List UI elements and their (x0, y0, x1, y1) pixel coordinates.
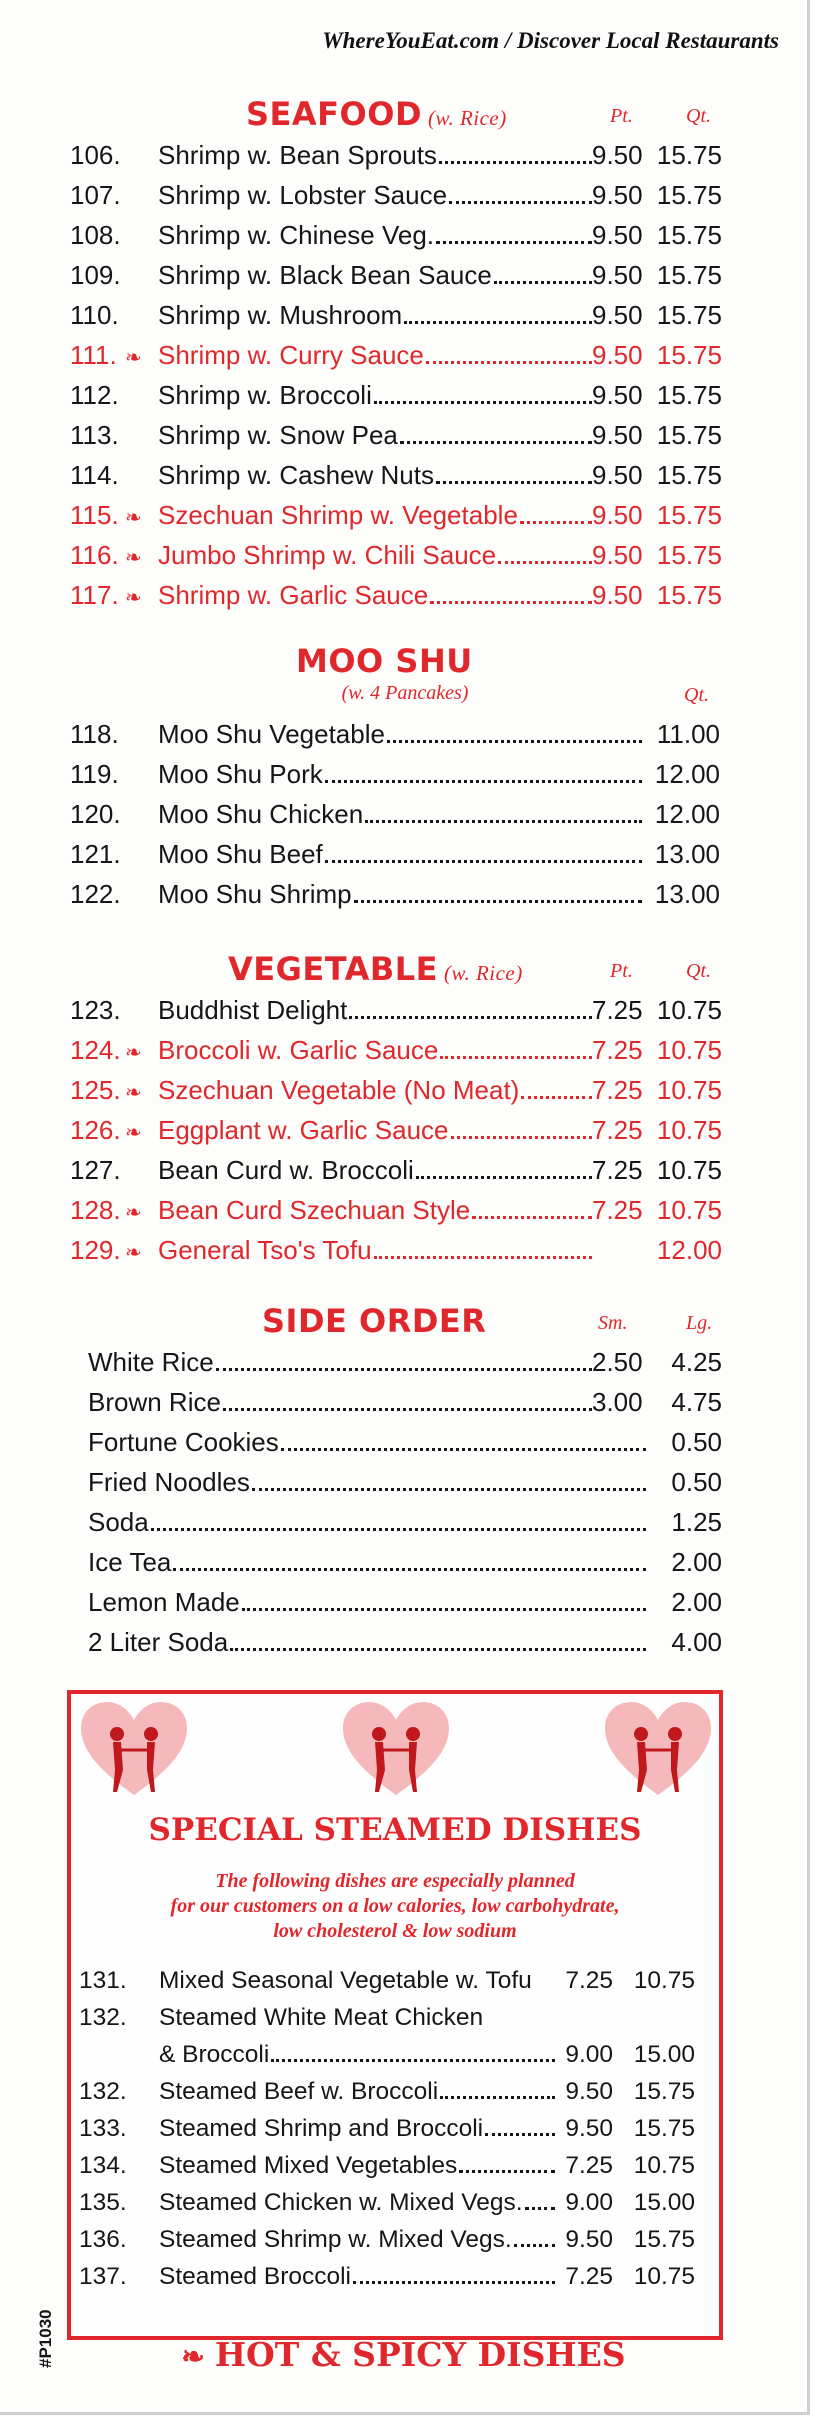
menu-item-row (71, 2184, 719, 2221)
item-number: 120. (70, 798, 121, 829)
price-small: 7.25 (592, 1114, 643, 1145)
heart-couple-icon (603, 1700, 713, 1800)
price-small: 9.50 (592, 379, 643, 410)
price-small: 3.00 (592, 1386, 643, 1417)
price-small: 12.00 (654, 798, 720, 829)
price-large: 15.75 (656, 579, 722, 610)
price-large: 4.75 (671, 1386, 722, 1417)
item-name: Steamed Shrimp and Broccoli (159, 2114, 484, 2142)
dot-leader (404, 321, 592, 324)
dot-leader (521, 1096, 592, 1099)
item-name: Steamed Chicken w. Mixed Vegs. (159, 2188, 523, 2216)
item-number: 124. ❧ (70, 1034, 142, 1065)
menu-item-row (0, 1070, 810, 1110)
item-name: Steamed White Meat Chicken (159, 2003, 484, 2031)
price-small: 11.00 (656, 718, 720, 749)
menu-item-row (0, 215, 810, 255)
side-order-header (0, 1302, 810, 1342)
dot-leader (242, 1608, 646, 1611)
mooshu-subheader (0, 682, 810, 714)
menu-item-row (0, 1110, 810, 1150)
price-small: 9.50 (565, 2077, 613, 2105)
item-name: Moo Shu Chicken (158, 798, 364, 829)
dot-leader (365, 820, 642, 823)
menu-item-row (0, 575, 810, 615)
dot-leader (354, 900, 642, 903)
item-number: 126. ❧ (70, 1114, 142, 1145)
dot-leader (459, 2170, 555, 2173)
dot-leader (349, 1016, 592, 1019)
special-description (71, 1869, 719, 1944)
chili-pepper-icon: ❧ (125, 1241, 142, 1264)
price-small: 7.25 (565, 2262, 613, 2290)
dot-leader (525, 2207, 555, 2210)
price-small: 9.50 (592, 579, 643, 610)
item-number: 127. (70, 1154, 121, 1185)
side-order-section (0, 1302, 810, 1662)
heart-couple-icon (79, 1700, 189, 1800)
price-large: 10.75 (633, 1966, 695, 1994)
menu-item-row (0, 1190, 810, 1230)
price-small: 9.50 (592, 219, 643, 250)
item-name: Mixed Seasonal Vegetable w. Tofu (159, 1966, 532, 1994)
price-small: 2.50 (592, 1346, 643, 1377)
hot-spicy-title (0, 2335, 807, 2374)
item-name: Bean Curd w. Broccoli (158, 1154, 414, 1185)
menu-item-row (0, 135, 810, 175)
item-number: 108. (70, 219, 121, 250)
menu-item-row (0, 834, 810, 874)
price-small: 9.50 (592, 179, 643, 210)
item-number: 132. (79, 2003, 127, 2031)
item-number: 131. (79, 1966, 127, 1994)
item-name: Eggplant w. Garlic Sauce (158, 1114, 449, 1145)
chili-pepper-icon: ❧ (181, 2340, 205, 2373)
dot-leader (252, 1488, 646, 1491)
price-small: 12.00 (654, 758, 720, 789)
item-name: Steamed Beef w. Broccoli (159, 2077, 439, 2105)
menu-item-row (71, 2221, 719, 2258)
price-large: 15.75 (656, 419, 722, 450)
price-small: 9.00 (565, 2188, 613, 2216)
special-desc-line: for our customers on a low calories, low carbohydrate, (170, 1895, 620, 1917)
item-number: 107. (70, 179, 121, 210)
item-name: Brown Rice (88, 1386, 221, 1417)
item-number: 113. (70, 419, 119, 450)
price-large: 4.25 (671, 1346, 722, 1377)
mooshu-section (0, 642, 810, 914)
price-large: 10.75 (656, 994, 722, 1025)
menu-item-row (0, 754, 810, 794)
dot-leader (451, 1136, 593, 1139)
site-title: WhereYouEat.com / Discover Local Restaurants (322, 28, 779, 53)
mooshu-col-qt: Qt. (684, 684, 709, 706)
price-small: 9.50 (565, 2114, 613, 2142)
item-number: 110. (70, 299, 119, 330)
price-large: 2.00 (671, 1546, 722, 1577)
price-large: 2.00 (671, 1586, 722, 1617)
menu-item-row (0, 874, 810, 914)
menu-item-row (0, 1462, 810, 1502)
vegetable-col-pt: Pt. (610, 960, 633, 982)
item-name: 2 Liter Soda (88, 1626, 229, 1657)
chili-pepper-icon: ❧ (125, 1201, 142, 1224)
item-name: Lemon Made (88, 1586, 240, 1617)
item-name: Shrimp w. Snow Pea (158, 419, 398, 450)
item-name: Moo Shu Shrimp (158, 878, 352, 909)
price-large: 10.75 (656, 1114, 722, 1145)
price-small: 9.50 (565, 2225, 613, 2253)
dot-leader (173, 1568, 646, 1571)
side-order-title: SIDE ORDER (262, 1302, 487, 1340)
item-name: Soda (88, 1506, 149, 1537)
menu-item-row (0, 1342, 810, 1382)
mooshu-title: MOO SHU (296, 642, 473, 680)
price-large: 15.75 (656, 299, 722, 330)
price-large: 15.75 (656, 339, 722, 370)
price-large: 15.75 (656, 219, 722, 250)
menu-item-row (0, 1150, 810, 1190)
menu-item-row (71, 2036, 719, 2073)
chili-pepper-icon: ❧ (125, 586, 142, 609)
item-number: 106. (70, 139, 121, 170)
chili-pepper-icon: ❧ (125, 1041, 142, 1064)
dot-leader (520, 521, 592, 524)
vegetable-section (0, 950, 810, 1270)
menu-item-row (71, 2073, 719, 2110)
menu-item-row (0, 1582, 810, 1622)
item-name: Shrimp w. Black Bean Sauce (158, 259, 492, 290)
dot-leader (426, 361, 592, 364)
dot-leader (436, 241, 592, 244)
price-large: 15.75 (656, 179, 722, 210)
menu-item-row (0, 1030, 810, 1070)
price-large: 10.75 (656, 1154, 722, 1185)
item-name: Shrimp w. Curry Sauce (158, 339, 424, 370)
price-large: 12.00 (656, 1234, 722, 1265)
item-number: 128. ❧ (70, 1194, 142, 1225)
menu-item-row (0, 1542, 810, 1582)
item-name: Shrimp w. Mushroom (158, 299, 403, 330)
menu-item-row (71, 1999, 719, 2036)
dot-leader (223, 1408, 592, 1411)
item-name: Bean Curd Szechuan Style (158, 1194, 471, 1225)
item-name: Shrimp w. Broccoli (158, 379, 372, 410)
menu-item-row (0, 714, 810, 754)
item-number: 121. (70, 838, 121, 869)
menu-item-row (71, 1962, 719, 1999)
price-small: 9.50 (592, 339, 643, 370)
item-number: 117. ❧ (70, 579, 142, 610)
price-small: 9.50 (592, 139, 643, 170)
dot-leader (374, 401, 592, 404)
price-large: 15.75 (656, 259, 722, 290)
chili-pepper-icon: ❧ (125, 506, 142, 529)
dot-leader (151, 1528, 646, 1531)
price-large: 15.75 (633, 2077, 695, 2105)
item-number: 112. (70, 379, 119, 410)
item-number: 115. ❧ (70, 499, 142, 530)
special-desc-line: The following dishes are especially planned (215, 1870, 575, 1892)
dot-leader (514, 2244, 555, 2247)
menu-item-row (0, 415, 810, 455)
menu-item-row (0, 1230, 810, 1270)
item-number: 118. (70, 718, 119, 749)
price-small: 7.25 (592, 1074, 643, 1105)
seafood-title (246, 95, 507, 133)
menu-item-row (0, 1502, 810, 1542)
menu-item-row (0, 1422, 810, 1462)
vegetable-title-text: VEGETABLE (228, 950, 438, 988)
dot-leader (494, 281, 592, 284)
chili-pepper-icon: ❧ (125, 346, 142, 369)
dot-leader (498, 561, 592, 564)
item-name: Buddhist Delight (158, 994, 348, 1025)
item-number: 114. (70, 459, 119, 490)
dot-leader (271, 2059, 555, 2062)
vegetable-list (0, 990, 810, 1270)
dot-leader (281, 1448, 646, 1451)
item-name: Szechuan Shrimp w. Vegetable (158, 499, 518, 530)
heart-couple-icon (341, 1700, 451, 1800)
dot-leader (374, 1256, 592, 1259)
price-large: 4.00 (671, 1626, 722, 1657)
dot-leader (416, 1176, 592, 1179)
special-list (71, 1962, 719, 2295)
special-title: SPECIAL STEAMED DISHES (148, 1812, 642, 1848)
price-small: 13.00 (654, 838, 720, 869)
dot-leader (325, 860, 642, 863)
price-large: 15.75 (656, 499, 722, 530)
price-large: 15.75 (656, 539, 722, 570)
price-small: 9.50 (592, 419, 643, 450)
price-small: 9.50 (592, 459, 643, 490)
price-small: 7.25 (592, 1154, 643, 1185)
item-number: 133. (79, 2114, 127, 2142)
price-large: 15.75 (633, 2114, 695, 2142)
dot-leader (472, 1216, 592, 1219)
price-small: 7.25 (592, 1194, 643, 1225)
menu-item-row (0, 335, 810, 375)
side-order-list (0, 1342, 810, 1662)
print-code: #P1030 (36, 2309, 55, 2368)
item-name: Shrimp w. Cashew Nuts (158, 459, 434, 490)
price-small: 9.50 (592, 499, 643, 530)
item-name: Jumbo Shrimp w. Chili Sauce (158, 539, 497, 570)
price-large: 1.25 (671, 1506, 722, 1537)
menu-item-row (0, 295, 810, 335)
item-name: Shrimp w. Chinese Veg. (158, 219, 435, 250)
menu-item-row (0, 175, 810, 215)
vegetable-col-qt: Qt. (686, 960, 711, 982)
menu-item-row (0, 1382, 810, 1422)
price-small: 7.25 (592, 994, 643, 1025)
price-large: 15.75 (656, 459, 722, 490)
special-steamed-box (67, 1690, 723, 2340)
dot-leader (436, 481, 592, 484)
item-number: 137. (79, 2262, 127, 2290)
item-name: Shrimp w. Garlic Sauce (158, 579, 429, 610)
item-number: 122. (70, 878, 121, 909)
item-number: 125. ❧ (70, 1074, 142, 1105)
seafood-col-qt: Qt. (686, 105, 711, 127)
price-large: 10.75 (656, 1034, 722, 1065)
price-small: 9.00 (565, 2040, 613, 2068)
item-name: General Tso's Tofu (158, 1234, 372, 1265)
dot-leader (353, 2281, 555, 2284)
item-name: Ice Tea (88, 1546, 172, 1577)
item-name: Moo Shu Pork (158, 758, 323, 789)
chili-pepper-icon: ❧ (125, 1081, 142, 1104)
item-name: Szechuan Vegetable (No Meat) (158, 1074, 520, 1105)
price-large: 15.75 (656, 379, 722, 410)
dot-leader (216, 1368, 592, 1371)
item-number: 132. (79, 2077, 127, 2105)
price-large: 15.75 (656, 139, 722, 170)
menu-item-row (0, 794, 810, 834)
item-name: Steamed Shrimp w. Mixed Vegs. (159, 2225, 512, 2253)
mooshu-note: (w. 4 Pancakes) (341, 682, 469, 704)
item-number: 116. ❧ (70, 539, 142, 570)
dot-leader (440, 1056, 592, 1059)
item-number: 129. ❧ (70, 1234, 142, 1265)
item-name: White Rice (88, 1346, 214, 1377)
menu-item-row (0, 255, 810, 295)
menu-item-row (0, 1622, 810, 1662)
dot-leader (430, 601, 592, 604)
dot-leader (230, 1648, 646, 1651)
price-large: 15.00 (633, 2040, 695, 2068)
price-large: 15.00 (633, 2188, 695, 2216)
item-name: Broccoli w. Garlic Sauce (158, 1034, 439, 1065)
item-name: Fried Noodles (88, 1466, 250, 1497)
vegetable-note: (w. Rice) (444, 961, 523, 985)
price-large: 0.50 (671, 1466, 722, 1497)
chili-pepper-icon: ❧ (125, 1121, 142, 1144)
item-name: Shrimp w. Lobster Sauce (158, 179, 448, 210)
item-number: 119. (70, 758, 119, 789)
dot-leader (440, 2096, 555, 2099)
dot-leader (325, 780, 642, 783)
chili-pepper-icon: ❧ (125, 546, 142, 569)
price-large: 15.75 (633, 2225, 695, 2253)
price-large: 10.75 (633, 2151, 695, 2179)
mooshu-list (0, 714, 810, 914)
price-small: 7.25 (565, 2151, 613, 2179)
item-number: 134. (79, 2151, 127, 2179)
menu-item-row (0, 495, 810, 535)
price-large: 10.75 (633, 2262, 695, 2290)
price-small: 9.50 (592, 539, 643, 570)
dot-leader (449, 201, 592, 204)
price-large: 10.75 (656, 1074, 722, 1105)
dot-leader (485, 2133, 555, 2136)
item-number: 109. (70, 259, 121, 290)
menu-item-row (0, 990, 810, 1030)
menu-item-row (0, 535, 810, 575)
mooshu-header (0, 642, 810, 682)
price-small: 7.25 (592, 1034, 643, 1065)
dot-leader (387, 740, 642, 743)
item-name: Shrimp w. Bean Sprouts (158, 139, 437, 170)
menu-item-row (71, 2147, 719, 2184)
price-small: 7.25 (565, 1966, 613, 1994)
item-name: Fortune Cookies (88, 1426, 279, 1457)
seafood-note: (w. Rice) (428, 106, 507, 130)
item-name: & Broccoli (159, 2040, 270, 2068)
seafood-section (0, 95, 810, 615)
price-large: 10.75 (656, 1194, 722, 1225)
item-number: 111. ❧ (70, 339, 142, 370)
side-col-lg: Lg. (686, 1312, 713, 1334)
item-name: Steamed Broccoli (159, 2262, 352, 2290)
item-number: 136. (79, 2225, 127, 2253)
menu-item-row (71, 2258, 719, 2295)
hot-spicy-title-text: HOT & SPICY DISHES (214, 2335, 626, 2374)
vegetable-title (228, 950, 523, 988)
item-number: 135. (79, 2188, 127, 2216)
seafood-col-pt: Pt. (610, 105, 633, 127)
item-name: Moo Shu Vegetable (158, 718, 385, 749)
vegetable-header (0, 950, 810, 990)
special-desc-line: low cholesterol & low sodium (273, 1920, 517, 1942)
menu-item-row (0, 455, 810, 495)
price-large: 0.50 (671, 1426, 722, 1457)
price-small: 13.00 (654, 878, 720, 909)
item-name: Moo Shu Beef (158, 838, 323, 869)
item-number: 123. (70, 994, 121, 1025)
dot-leader (439, 161, 592, 164)
item-name: Steamed Mixed Vegetables (159, 2151, 458, 2179)
menu-item-row (71, 2110, 719, 2147)
price-small: 9.50 (592, 299, 643, 330)
seafood-header (0, 95, 810, 135)
menu-item-row (0, 375, 810, 415)
dot-leader (400, 441, 592, 444)
seafood-list (0, 135, 810, 615)
price-small: 9.50 (592, 259, 643, 290)
side-col-sm: Sm. (598, 1312, 628, 1334)
seafood-title-text: SEAFOOD (246, 95, 422, 133)
